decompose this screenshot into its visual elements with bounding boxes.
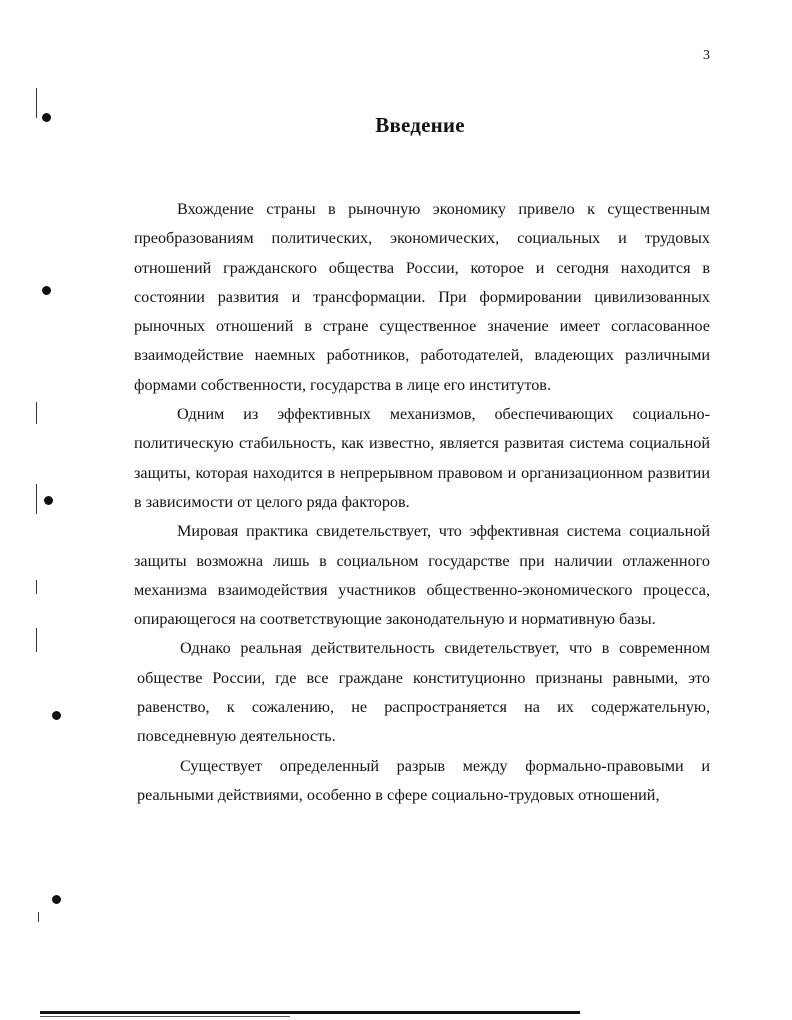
page-title: Введение xyxy=(375,113,465,137)
scan-bottom-line xyxy=(40,1016,290,1017)
page-number: 3 xyxy=(703,48,710,63)
paragraph: Вхождение страны в рыночную экономику привело к существенным преобразованиям политических, экономических, социальных и трудовых отношений гражданского общества России, которое и сегодня находится в состоянии развития и трансформации. При формировании цивилизованных рыночных отношений в стране существенное значение имеет согласованное взаимодействие наемных работников, работодателей, владеющих различными формами собственности, государства в лице его институтов. xyxy=(134,200,710,394)
scan-bottom-line xyxy=(40,1011,580,1014)
paragraph: Мировая практика свидетельствует, что эффективная система социальной защиты возможна лишь в социальном государстве при наличии отлаженного механизма взаимодействия участников общественно-экономического процесса, опирающегося на соответствующие законодательную и нормативную базы. xyxy=(134,522,710,629)
punch-hole-mark xyxy=(42,113,51,122)
punch-hole-mark xyxy=(52,711,61,720)
paragraph: Существует определенный разрыв между формально-правовыми и реальными действиями, особенно в сфере социально-трудовых отношений, xyxy=(137,756,710,804)
scan-edge-mark xyxy=(36,402,37,424)
paragraph: Однако реальная действительность свидетельствует, что в современном обществе России, где все граждане конституционно признаны равными, это равенство, к сожалению, не распространяется на их содержательную, повседневную деятельность. xyxy=(137,639,710,746)
paragraph: Одним из эффективных механизмов, обеспечивающих социально-политическую стабильность, как известно, является развитая система социальной защиты, которая находится в непрерывном правовом и организационном развитии в зависимости от целого ряда факторов. xyxy=(134,405,710,511)
punch-hole-mark xyxy=(44,496,53,505)
document-body xyxy=(134,195,710,810)
scan-edge-mark xyxy=(36,484,37,514)
punch-hole-mark xyxy=(52,895,61,904)
scan-edge-mark xyxy=(36,88,37,118)
scan-edge-mark xyxy=(38,912,39,922)
punch-hole-mark xyxy=(42,286,51,295)
scan-edge-mark xyxy=(36,580,37,594)
scan-edge-mark xyxy=(36,628,37,652)
